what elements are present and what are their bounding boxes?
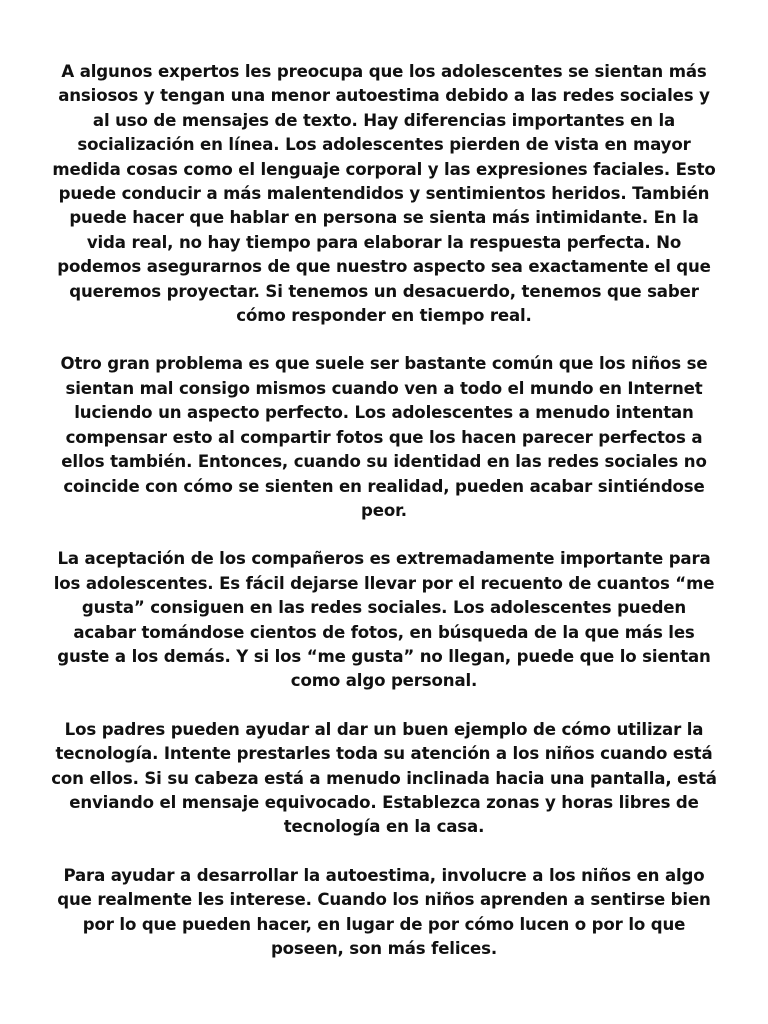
paragraph-parents-example: Los padres pueden ayudar al dar un buen ejemplo de cómo utilizar la tecnología. Intente prestarles toda su atención a los niños cuando está con ellos. Si su cabeza está a menudo inclinada hacia una pantalla, está enviando el mensaje equivocado. Establezca zonas y horas libres de tecnología en la casa. [51, 719, 717, 837]
paragraph-self-esteem: Para ayudar a desarrollar la autoestima, involucre a los niños en algo que realmente les interese. Cuando los niños aprenden a sentirse bien por lo que pueden hacer, en lugar de por cómo lucen o por lo que poseen, son más felices. [57, 865, 711, 958]
paragraph-perfect-appearance: Otro gran problema es que suele ser bastante común que los niños se sientan mal consigo mismos cuando ven a todo el mundo en Internet luciendo un aspecto perfecto. Los adolescentes a menudo intentan compensar esto al compartir fotos que los hacen parecer perfectos a ellos también. Entonces, cuando su identidad en las redes sociales no coincide con cómo se sienten en realidad, pueden acabar sintiéndose peor. [60, 354, 708, 520]
paragraph-peer-acceptance: La aceptación de los compañeros es extremadamente importante para los adolescentes. Es fácil dejarse llevar por el recuento de cuantos “me gusta” consiguen en las redes sociales. Los adolescentes pueden acabar tomándose cientos de fotos, en búsqueda de la que más les guste a los demás. Y si los “me gusta” no llegan, puede que lo sientan como algo personal. [53, 549, 715, 691]
paragraph-social-media-anxiety: A algunos expertos les preocupa que los adolescentes se sientan más ansiosos y tengan una menor autoestima debido a las redes sociales y al uso de mensajes de texto. Hay diferencias importantes en la socialización en línea. Los adolescentes pierden de vista en mayor medida cosas como el lenguaje corporal y las expresiones faciales. Esto puede conducir a más malentendidos y sentimientos heridos. También puede hacer que hablar en persona se sienta más intimidante. En la vida real, no hay tiempo para elaborar la respuesta perfecta. No podemos asegurarnos de que nuestro aspecto sea exactamente el que queremos proyectar. Si tenemos un desacuerdo, tenemos que saber cómo responder en tiempo real. [52, 62, 716, 326]
